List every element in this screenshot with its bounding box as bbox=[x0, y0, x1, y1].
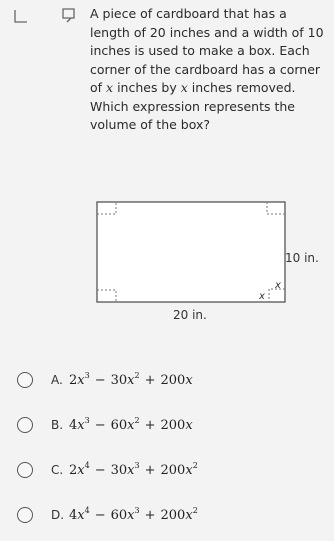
cut-label-2: x bbox=[259, 291, 265, 302]
choice-expression: $4x^4 - 60x^3 + 200x^2$ bbox=[69, 505, 198, 523]
choice-c[interactable] bbox=[0, 452, 334, 488]
bookmark-icon[interactable] bbox=[14, 8, 28, 27]
flag-icon[interactable] bbox=[62, 8, 78, 28]
choice-a[interactable] bbox=[0, 362, 334, 398]
choice-expression: $4x^3 - 60x^2 + 200x$ bbox=[69, 415, 193, 433]
question-text bbox=[90, 5, 330, 135]
choice-letter: D. bbox=[51, 508, 65, 522]
radio-button[interactable] bbox=[17, 507, 33, 523]
choice-d[interactable] bbox=[0, 497, 334, 533]
question-line: corner of the cardboard has a corner bbox=[90, 61, 321, 77]
length-label: 20 in. bbox=[173, 308, 207, 322]
radio-button[interactable] bbox=[17, 417, 33, 433]
cardboard-diagram bbox=[96, 196, 326, 330]
choice-letter: C. bbox=[51, 463, 64, 477]
choice-letter: A. bbox=[51, 373, 63, 387]
radio-button[interactable] bbox=[17, 372, 33, 388]
question-line: length of 20 inches and a width of 10 bbox=[90, 24, 324, 40]
cut-label-1: x bbox=[275, 280, 281, 291]
question-line: Which expression represents the bbox=[90, 98, 295, 114]
choice-letter: B. bbox=[51, 418, 64, 432]
choice-expression: $2x^3 - 30x^2 + 200x$ bbox=[69, 370, 193, 388]
radio-button[interactable] bbox=[17, 462, 33, 478]
question-line: A piece of cardboard that has a bbox=[90, 6, 287, 21]
width-label: 10 in. bbox=[285, 251, 319, 265]
question-line: volume of the box? bbox=[90, 117, 211, 132]
question-line: of x inches by x inches removed. bbox=[90, 80, 296, 95]
question-line: inches is used to make a box. Each bbox=[90, 43, 310, 58]
choice-b[interactable] bbox=[0, 407, 334, 443]
choice-expression: $2x^4 - 30x^3 + 200x^2$ bbox=[69, 460, 198, 478]
cardboard-rectangle bbox=[97, 202, 285, 302]
